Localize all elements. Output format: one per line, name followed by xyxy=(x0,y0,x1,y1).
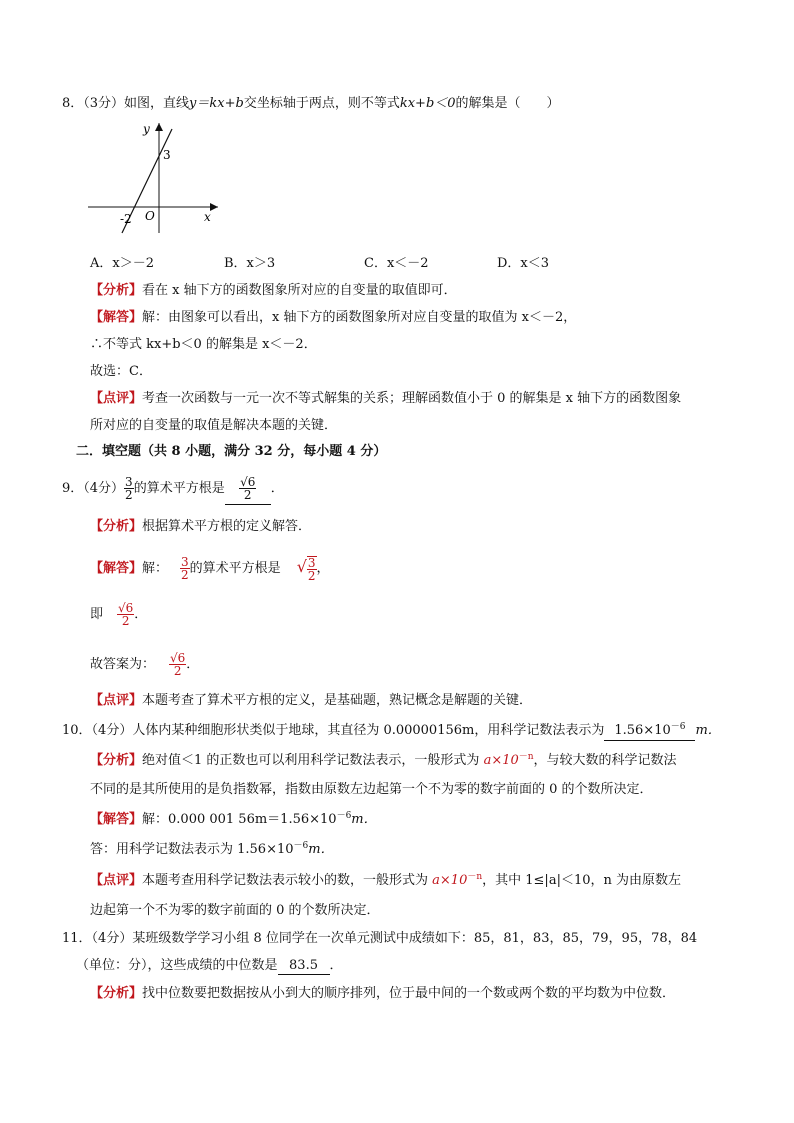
q10-final: 答：用科学记数法表示为 $1.56\times 10^{-6}m$． xyxy=(90,841,334,857)
x-intercept-label: -2 xyxy=(120,212,132,226)
q8-stem: 8．（3分）如图，直线y＝kx+b交坐标轴于两点，则不等式kx+b＜0的解集是（ ） xyxy=(62,96,560,111)
section-title: 二．填空题（共 8 小题，满分 32 分，每小题 4 分） xyxy=(76,444,387,459)
q8-option-b: B．x＞3 xyxy=(224,256,276,271)
q9-comment: 【点评】本题考查了算术平方根的定义，是基础题，熟记概念是解题的关键． xyxy=(90,693,533,708)
q10-analysis-line1: 【分析】绝对值＜1 的正数也可以利用科学记数法表示，一般形式为 $a\times 10^{-n}$，与较大数的科学记数法 xyxy=(90,752,677,768)
q10-answer: 【解答】解：0.000 001 $56m=1.56\times 10^{-6}m$． xyxy=(90,811,377,827)
q8-graph xyxy=(80,115,230,235)
sqrt-sign: √ xyxy=(296,557,307,576)
q11-stem-line2: （单位：分），这些成绩的中位数是 83.5 ． xyxy=(76,958,343,973)
q8-comment-line2: 所对应的自变量的取值是解决本题的关键． xyxy=(90,418,338,433)
q9-final: 故答案为： $\frac{√6}{2}$ ． xyxy=(90,651,200,678)
y-intercept-label: 3 xyxy=(163,148,171,162)
q8-option-d: D．x＜3 xyxy=(497,256,550,271)
q8-answer-line2: ∴不等式 kx+b＜0 的解集是 x＜－2． xyxy=(90,337,317,352)
q8-option-a: A．x＞－2 xyxy=(90,256,154,271)
q11-stem-line1: 11．（4分）某班级数学学习小组 8 位同学在一次单元测试中成绩如下：85，81，83，85，79，95，78，84 xyxy=(62,931,698,946)
q8-answer-line3: 故选：C． xyxy=(90,364,152,379)
q10-stem: 10．（4分）人体内某种细胞形状类似于地球，其直径为 0.00000156m，用科学记数法表示为 $1.56\times 10^{-6}$ m． xyxy=(62,723,721,741)
y-axis-label: y xyxy=(143,122,150,136)
x-axis-label: x xyxy=(204,210,211,224)
q8-answer-line1: 【解答】解：由图象可以看出，x 轴下方的函数图象所对应自变量的取值为 x＜－2， xyxy=(90,310,577,325)
q9-answer: 【解答】解： $\frac{3}{2}$ 的算术平方根是 √ $\frac{3}{2}$ ， xyxy=(90,555,330,583)
q9-blank: $\frac{√6}{2}$ xyxy=(225,474,271,505)
q11-analysis: 【分析】找中位数要把数据按从小到大的顺序排列，位于最中间的一个数或两个数的平均数为中位数． xyxy=(90,986,676,1001)
q9-ji: 即 $\frac{√6}{2}$ ． xyxy=(90,601,148,628)
q9-stem: 9．（4分） $\frac{3}{2}$ 的算术平方根是 $\frac{√6}{2}$ ． xyxy=(62,474,284,505)
q9-analysis: 【分析】根据算术平方根的定义解答． xyxy=(90,519,312,534)
q11-blank: 83.5 xyxy=(278,958,330,975)
q10-blank: $1.56\times 10^{-6}$ xyxy=(604,723,695,741)
q10-comment-line2: 边起第一个不为零的数字前面的 0 的个数所决定． xyxy=(90,903,380,918)
q10-comment-line1: 【点评】本题考查用科学记数法表示较小的数，一般形式为 $a\times 10^{-n}$，其中 1≤|a|＜10，n 为由原数左 xyxy=(90,872,681,888)
q8-option-c: C．x＜－2 xyxy=(364,256,429,271)
q10-analysis-line2: 不同的是其所使用的是负指数幂，指数由原数左边起第一个不为零的数字前面的 0 的个数所决定． xyxy=(90,782,653,797)
q8-comment-line1: 【点评】考查一次函数与一元一次不等式解集的关系；理解函数值小于 0 的解集是 x 轴下方的函数图象 xyxy=(90,391,682,406)
q9-fraction: $\frac{3}{2}$ xyxy=(125,475,133,502)
q8-analysis: 【分析】看在 x 轴下方的函数图象所对应的自变量的取值即可． xyxy=(90,283,457,298)
origin-label: O xyxy=(145,209,155,223)
